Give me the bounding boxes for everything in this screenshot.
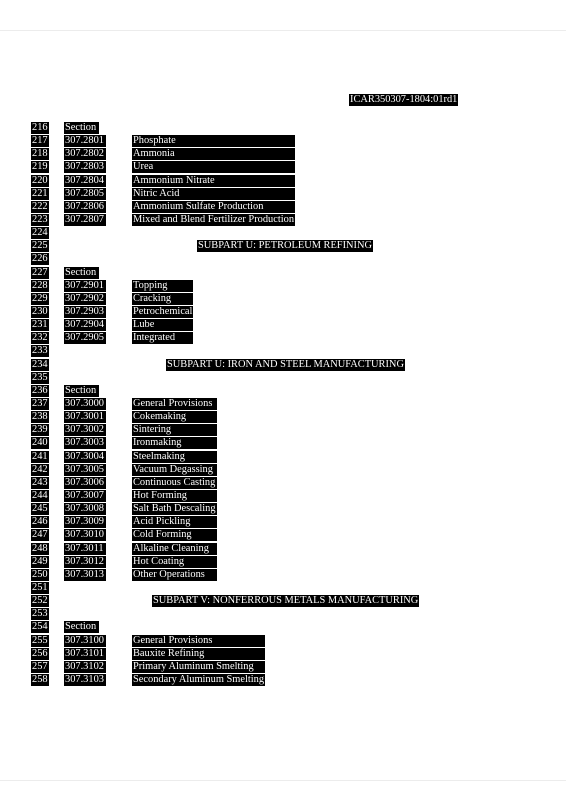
document-line <box>0 464 566 477</box>
document-line <box>0 424 566 437</box>
section-column-heading: Section <box>64 267 99 279</box>
line-number: 249 <box>32 555 48 567</box>
line-number: 230 <box>32 306 48 317</box>
section-title: Cokemaking <box>132 411 217 423</box>
section-title: Phosphate <box>132 135 295 147</box>
document-line <box>0 437 566 450</box>
section-title: Nitric Acid <box>132 188 295 200</box>
subpart-heading: SUBPART U: PETROLEUM REFINING <box>198 240 373 252</box>
document-line <box>0 451 566 464</box>
line-number: 241 <box>32 450 48 462</box>
section-number: 307.3004 <box>64 451 106 463</box>
document-line <box>0 135 566 148</box>
line-number: 243 <box>32 476 48 488</box>
section-number: 307.2802 <box>64 148 106 160</box>
section-title: Ammonium Sulfate Production <box>132 201 295 213</box>
document-line <box>0 122 566 135</box>
line-number: 237 <box>32 397 48 409</box>
document-line <box>0 477 566 490</box>
document-line <box>0 280 566 293</box>
section-title: Steelmaking <box>132 451 217 463</box>
document-line <box>0 385 566 398</box>
document-line <box>0 293 566 306</box>
subpart-heading: SUBPART V: NONFERROUS METALS MANUFACTURING <box>153 595 419 606</box>
section-title: Cold Forming <box>132 529 217 541</box>
section-title: Petrochemical <box>133 306 193 317</box>
document-line <box>0 201 566 214</box>
document-line <box>0 503 566 516</box>
line-number: 246 <box>32 516 48 528</box>
line-number: 219 <box>32 161 48 173</box>
section-title: Cracking <box>132 293 193 305</box>
subpart-heading-line <box>0 595 566 608</box>
line-number: 224 <box>32 227 48 239</box>
section-title: Ammonium Nitrate <box>132 175 295 187</box>
document-line <box>0 516 566 529</box>
section-number: 307.3010 <box>64 529 106 541</box>
section-number: 307.3011 <box>64 543 106 555</box>
line-number: 236 <box>32 384 48 396</box>
section-title: Integrated <box>132 332 193 344</box>
document-line <box>0 332 566 345</box>
section-number: 307.2803 <box>64 161 106 173</box>
line-number: 255 <box>32 634 48 646</box>
section-title: Lube <box>132 319 193 331</box>
document-line <box>0 582 566 595</box>
section-number: 307.2901 <box>64 280 106 292</box>
subpart-heading-line <box>0 359 566 372</box>
section-number: 307.3102 <box>64 661 106 673</box>
section-title: Topping <box>132 280 193 292</box>
document-line <box>0 556 566 569</box>
section-number: 307.3009 <box>64 516 106 528</box>
section-title: General Provisions <box>132 635 265 647</box>
section-title: Continuous Casting <box>133 476 216 488</box>
document-line <box>0 148 566 161</box>
line-number: 257 <box>32 660 48 672</box>
line-number: 220 <box>32 174 48 186</box>
document-line <box>0 569 566 582</box>
document-line <box>0 306 566 319</box>
line-number: 254 <box>32 621 48 633</box>
section-title: Ammonia <box>132 148 295 160</box>
section-number: 307.2807 <box>64 214 106 226</box>
line-number: 252 <box>32 595 48 606</box>
section-title: Primary Aluminum Smelting <box>132 661 265 673</box>
line-number: 218 <box>32 148 48 160</box>
line-number: 216 <box>32 122 48 133</box>
line-number: 232 <box>32 332 48 344</box>
section-number: 307.2805 <box>64 188 106 200</box>
document-line <box>0 267 566 280</box>
document-line <box>0 214 566 227</box>
line-number: 242 <box>32 463 48 475</box>
document-line <box>0 398 566 411</box>
section-column-heading: Section <box>64 385 99 397</box>
document-line <box>0 635 566 648</box>
line-number: 235 <box>32 371 48 383</box>
line-number: 234 <box>32 358 48 370</box>
section-title: Ironmaking <box>132 437 217 449</box>
document-line <box>0 227 566 240</box>
line-number: 244 <box>32 489 48 501</box>
section-number: 307.3100 <box>64 635 106 647</box>
section-number: 307.2902 <box>64 293 106 305</box>
line-number: 231 <box>32 319 48 331</box>
line-number: 228 <box>32 279 48 291</box>
section-title: Other Operations <box>132 569 217 581</box>
document-line <box>0 529 566 542</box>
section-title: General Provisions <box>132 398 217 410</box>
line-number: 251 <box>32 581 48 593</box>
page-bottom-edge <box>0 780 566 781</box>
section-number: 307.3003 <box>64 437 106 449</box>
section-number: 307.2903 <box>64 306 106 318</box>
line-number: 229 <box>32 292 48 304</box>
line-number: 250 <box>32 568 48 580</box>
document-line <box>0 490 566 503</box>
line-number: 226 <box>32 253 48 265</box>
line-number: 239 <box>32 424 48 436</box>
line-number: 256 <box>32 647 48 659</box>
section-number: 307.3002 <box>64 424 106 436</box>
section-title: Urea <box>132 161 295 173</box>
document-line <box>0 608 566 621</box>
document-line <box>0 621 566 634</box>
section-number: 307.2905 <box>64 332 106 344</box>
section-number: 307.3001 <box>64 411 106 423</box>
section-title: Salt Bath Descaling <box>133 503 216 515</box>
subpart-heading-line <box>0 240 566 253</box>
section-number: 307.3005 <box>64 464 106 476</box>
section-number: 307.3013 <box>64 569 106 581</box>
section-number: 307.3101 <box>64 648 106 660</box>
document-line <box>0 661 566 674</box>
section-number: 307.3007 <box>64 490 106 502</box>
line-number: 240 <box>32 437 48 449</box>
section-title: Secondary Aluminum Smelting <box>133 673 265 685</box>
document-line <box>0 674 566 687</box>
document-line <box>0 648 566 661</box>
line-number: 245 <box>32 503 48 515</box>
line-number: 238 <box>32 411 48 423</box>
section-title: Mixed and Blend Fertilizer Production <box>133 214 295 225</box>
line-number: 221 <box>32 187 48 199</box>
line-number: 225 <box>32 240 48 252</box>
document-line <box>0 372 566 385</box>
line-number: 217 <box>32 135 48 147</box>
line-number: 223 <box>32 214 48 225</box>
page-top-edge <box>0 30 566 31</box>
section-number: 307.2904 <box>64 319 106 331</box>
line-number: 247 <box>32 529 48 541</box>
section-title: Alkaline Cleaning <box>132 543 217 555</box>
document-line <box>0 543 566 556</box>
section-number: 307.2804 <box>64 175 106 187</box>
section-title: Bauxite Refining <box>132 648 265 660</box>
section-title: Hot Coating <box>132 556 217 568</box>
document-line <box>0 319 566 332</box>
section-number: 307.3006 <box>64 477 106 489</box>
document-line <box>0 411 566 424</box>
line-number: 222 <box>32 200 48 212</box>
line-number: 233 <box>32 345 48 357</box>
document-line <box>0 345 566 358</box>
section-number: 307.2801 <box>64 135 106 147</box>
line-number: 253 <box>32 608 48 620</box>
section-number: 307.3000 <box>64 398 106 410</box>
document-line <box>0 161 566 174</box>
section-title: Vacuum Degassing <box>132 464 217 476</box>
section-column-heading: Section <box>64 621 99 633</box>
section-number: 307.3103 <box>64 674 106 686</box>
section-number: 307.3012 <box>64 556 106 568</box>
line-number: 248 <box>32 542 48 554</box>
section-title: Acid Pickling <box>132 516 217 528</box>
line-number: 227 <box>32 266 48 278</box>
document-line <box>0 175 566 188</box>
section-number: 307.3008 <box>64 503 106 515</box>
document-line <box>0 253 566 266</box>
document-line <box>0 188 566 201</box>
section-number: 307.2806 <box>64 201 106 213</box>
line-number: 258 <box>32 673 48 685</box>
subpart-heading: SUBPART U: IRON AND STEEL MANUFACTURING <box>167 358 404 370</box>
section-title: Sintering <box>132 424 217 436</box>
section-column-heading: Section <box>64 122 99 134</box>
section-title: Hot Forming <box>132 490 217 502</box>
document-id: ICAR350307-1804:01rd1 <box>350 94 458 105</box>
